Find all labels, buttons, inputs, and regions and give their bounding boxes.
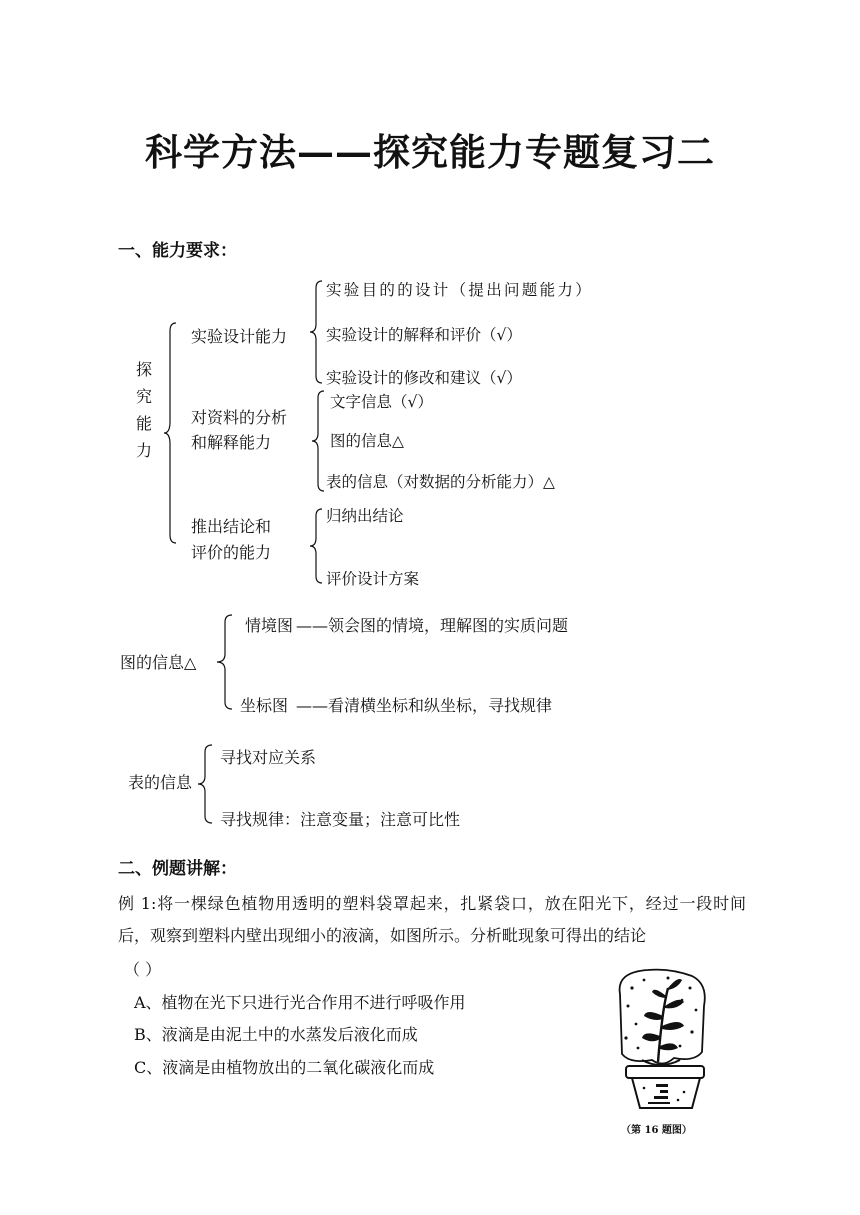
item-table-info: 表的信息（对数据的分析能力）△ [326, 473, 555, 491]
root-char: 能 [135, 414, 152, 433]
page-title: 科学方法——探究能力专题复习二 [145, 130, 715, 174]
group-label-line: 推出结论和 [191, 517, 272, 536]
item-figure-info: 图的信息△ [330, 432, 404, 450]
figure-type-desc: ——领会图的情境，理解图的实质问题 [296, 616, 569, 635]
main-brace [160, 322, 180, 544]
answer-blank: （ ） [124, 960, 162, 979]
option-b: B、液滴是由泥土中的水蒸发后液化而成 [134, 1025, 418, 1044]
group3-brace [306, 508, 326, 584]
item-induce-conclusion: 归纳出结论 [326, 507, 404, 525]
figure-caption: （第 16 题图） [621, 1125, 692, 1136]
table-info-item: 寻找对应关系 [220, 748, 317, 767]
group-label-line: 对资料的分析 [191, 408, 288, 427]
group-label-data-analysis [191, 405, 287, 455]
group-label-experiment-design: 实验设计能力 [191, 327, 288, 346]
item-design-modify: 实验设计的修改和建议（√） [326, 369, 522, 387]
item-purpose-design: 实验目的的设计（提出问题能力） [326, 281, 594, 299]
figure-type-desc: ——看清横坐标和纵坐标，寻找规律 [296, 696, 553, 715]
option-c: C、液滴是由植物放出的二氧化碳液化而成 [134, 1058, 435, 1077]
table-info-root: 表的信息 [128, 773, 193, 792]
group-label-conclusion [191, 514, 271, 566]
section-heading-ability: 一、能力要求： [118, 241, 237, 261]
root-char: 究 [135, 387, 152, 406]
table-info-brace [194, 744, 216, 824]
group-label-line: 和解释能力 [191, 433, 272, 452]
root-label-inquiry-ability [134, 356, 154, 464]
figure-info-root: 图的信息△ [120, 653, 197, 672]
option-a: A、植物在光下只进行光合作用不进行呼吸作用 [134, 993, 466, 1012]
figure-type-name: 情境图 [245, 616, 294, 635]
figure-info-item [240, 693, 552, 716]
section-heading-examples: 二、例题讲解： [118, 859, 237, 879]
item-design-explain: 实验设计的解释和评价（√） [326, 326, 522, 344]
group2-brace [308, 390, 328, 492]
root-char: 探 [135, 360, 152, 379]
figure-type-name: 坐标图 [240, 696, 289, 715]
figure-info-brace [212, 614, 236, 710]
figure-info-item [245, 613, 568, 636]
group1-brace [306, 280, 326, 384]
root-char: 力 [135, 441, 152, 460]
group-label-line: 评价的能力 [191, 543, 272, 562]
plant-in-bag-illustration [608, 966, 718, 1116]
item-text-info: 文字信息（√） [330, 393, 433, 411]
table-info-item: 寻找规律：注意变量；注意可比性 [220, 810, 461, 829]
item-evaluate-plan: 评价设计方案 [326, 570, 420, 588]
example-1-text: 例 1:将一棵绿色植物用透明的塑料袋罩起来，扎紧袋口，放在阳光下，经过一段时间后，观察到塑料内壁出现细小的液滴，如图所示。分析毗现象可得出的结论 [118, 894, 746, 945]
